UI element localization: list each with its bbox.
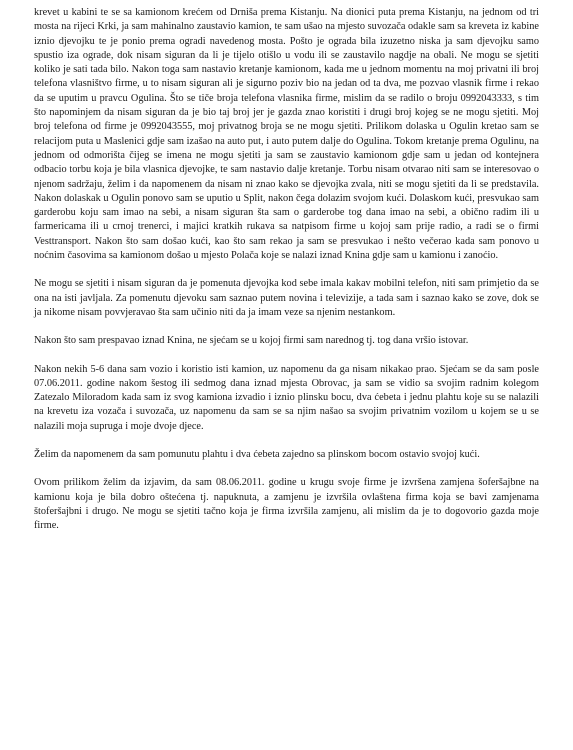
paragraph-gap [34,320,539,334]
paragraph-2: Ne mogu se sjetiti i nisam siguran da je pomenuta djevojka kod sebe imala kakav mobilni telefon, niti sam primjetio da se ona na isti javljala. Za pomenutu djevoku sam saznao putem novina i televizije, a tada sam i saznao kako se zove, dok se ja nikome nisam povvjeravao šta sam učinio niti da ja imam veze sa njenim nestankom. [34,278,539,318]
paragraph-gap [34,349,539,363]
paragraph-4: Nakon nekih 5-6 dana sam vozio i koristio isti kamion, uz napomenu da ga nisam nikakao prao. Sjećam se da sam posle 07.06.2011. godine nakom šestog ili sedmog dana iznad mjesta Obrovac, ja sam se vidio sa svojim radnim kolegom Zatezalo Miloradom kada sam iz svog kamiona izvadio i iznio plinsku bocu, dva ćebeta i jednu plahtu koje su se nalazili na krevetu iza vozača i suvozača, uz napomenu da sam se sa njim našao sa svojim privatnim vozilom u kojem se u se nalazili moja supruga i moje dvoje djece. [34,363,539,432]
paragraph-gap [34,462,539,476]
paragraph-6: Ovom prilikom želim da izjavim, da sam 08.06.2011. godine u krugu svoje firme je izvršena zamjena šoferšajbne na kamionu koja je bila dobro oštećena tj. napuknuta, a zamjenu je izvršila ovlaštena firma koja se bavi zamjenama štoferšajbni i drugo. Ne mogu se sjetiti tačno koja je firma izvršila zamjenu, ali mislim da je to dogovorio gazda moje firme. [34,477,539,532]
paragraph-gap [34,263,539,277]
paragraph-1: krevet u kabini te se sa kamionom krećem od Drniša prema Kistanju. Na dionici puta prema Kistanju, na jednom od tri mosta na rijeci Krki, ja sam mahinalno zaustavio kamion, te sam ušao na mjesto suvozača odakle sam sa kreveta iz kabine iznio djevojku te je ponio prema ogradi navedenog mosta. Pošto je ograda bila izuzetno niska ja sam djevojku samo spustio iza ograde, dok nisam siguran da li je tijelo otišlo u vodu ili se zaustavilo nagdje na obali. Ne mogu se sjetiti koliko je sati tada bilo. Nakon toga sam nastavio kretanje kamionom, kada me u jednom momentu na moj privatni ili broj telefona vlasništvo firme, u to nisam siguran ali je sigurno poziv bio na jedan od ta dva, me pozvao vlasnik firme i rekao da se uputim u pravcu Ogulina. Što se tiče broja telefona vlasnika firme, mislim da se radilo o broju 0992043333, s tim što napominjem da nisam siguran da je bio taj broj jer je gazda znao koristiti i drugi broj kojeg se ne mogu sjetiti. Moj broj telefona od firme je 0992043555, moj privatnog broja se ne mogu sjetiti. Prilikom dolaska u Ogulin kretao sam se relacijom puta u Maslenici gdje sam izašao na auto put, i auto putem dalje do Ogulina. Tokom kretanje prema Ogulinu, na jednom od odmorišta čijeg se imena ne mogu sjetiti ja sam se zaustavio kamionom gdje sam u jedan od kontejnera odbacio torbu koja je bila vlasnica djevojke, te sam nastavio dalje kretanje. Torbu nisam otvarao niti sam se interesovao o njenom sadržaju, želim i da napomenem da nisam ni znao kako se djevojka zvala, niti se mogu sjetiti da li se predstavila. Nakon dolaskak u Ogulin ponovo sam se uputio u Split, nakon čega dolazim svojom kući. Dolaskom kući, presvukao sam garderobu koju sam imao na sebi, a nisam siguran šta sam o garderobe tog dana imao na sebi, a obično radim ili u farmericama ili u crnoj trenerci, i majici kratkih rukava sa natpisom firme u kojoj sam prije radio, a radi se o firmi Vesttransport. Nakon što sam došao kući, kao što sam rekao ja sam se presvukao i nešto večerao kada sam ponovo u noćnim časovima sa kamionom došao u mjesto Polača koje se nalazi iznad Knina gdje sam u kamionu i zanoćio. [34,7,539,262]
paragraph-5: Želim da napomenem da sam pomunutu plahtu i dva ćebeta zajedno sa plinskom bocom ostavio svojoj kući. [34,449,480,461]
paragraph-gap [34,434,539,448]
paragraph-3: Nakon što sam prespavao iznad Knina, ne sjećam se u kojoj firmi sam narednog tj. tog dana vršio istovar. [34,335,469,347]
